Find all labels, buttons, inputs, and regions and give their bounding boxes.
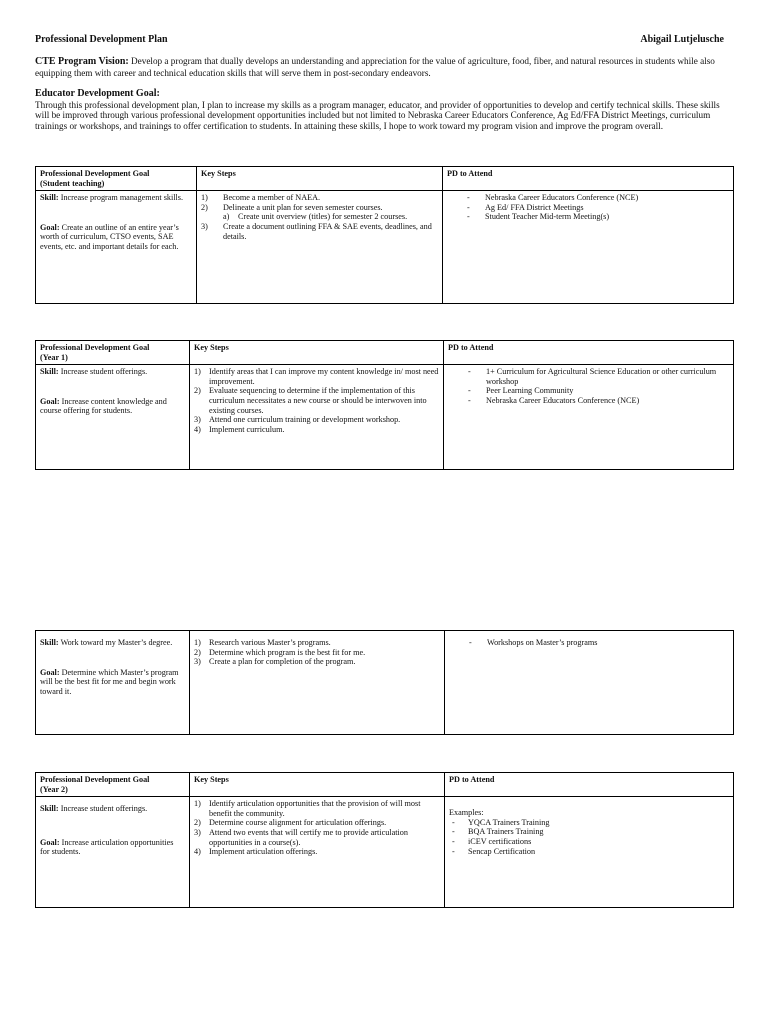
pd-table-masters <box>35 630 734 735</box>
key-steps-cell <box>190 631 445 735</box>
list-item <box>447 193 729 203</box>
pd-to-attend-cell <box>443 191 734 304</box>
program-vision <box>35 56 735 78</box>
goal-value: Increase content knowledge and course offering for students. <box>40 396 167 416</box>
goal-column-header <box>36 341 190 365</box>
step-text: Create unit overview (titles) for semester 2 courses. <box>238 212 408 222</box>
goal-column-header <box>36 167 197 191</box>
list-item <box>194 657 440 667</box>
key-steps-header: Key Steps <box>197 167 443 191</box>
goal-header-line: Professional Development Goal <box>40 775 150 784</box>
step-number: 2) <box>194 386 201 396</box>
educator-development-goal <box>35 89 735 131</box>
bullet-dash: - <box>452 817 455 827</box>
pd-table-year-2 <box>35 772 734 908</box>
list-item <box>449 638 729 648</box>
step-text: Research various Master’s programs. <box>209 638 331 647</box>
step-text: Identify articulation opportunities that the provision of will most benefit the community. <box>209 799 421 818</box>
document-author: Abigail Lutjelusche <box>640 34 724 45</box>
program-vision-text: Develop a program that dually develops an understanding and appreciation for the value of agriculture, food, fiber, and natural resources in students while also equipping them with career and technical education skills that will serve them in post-secondary endeavors. <box>35 56 715 78</box>
step-number: 4) <box>194 847 201 857</box>
goal-value: Increase articulation opportunities for students. <box>40 837 174 857</box>
bullet-dash: - <box>469 638 472 647</box>
skill-goal-cell <box>36 631 190 735</box>
goal-text <box>40 838 185 857</box>
goal-column-header <box>36 773 190 797</box>
skill-goal-cell <box>36 365 190 470</box>
goal-value: Create an outline of an entire year’s worth of curriculum, CTSO events, SAE events, etc. and important details for each. <box>40 222 179 251</box>
step-text: Determine course alignment for articulation offerings. <box>209 818 387 828</box>
step-number: 3) <box>201 221 208 231</box>
list-item <box>201 203 438 213</box>
list-item <box>201 193 438 203</box>
goal-value: Determine which Master’s program will be the best fit for me and begin work toward it. <box>40 667 179 696</box>
list-item <box>201 212 438 222</box>
pd-table-year-1 <box>35 340 734 470</box>
bullet-dash: - <box>452 846 455 856</box>
goal-label: Goal: <box>40 837 60 847</box>
key-steps-header: Key Steps <box>190 773 445 797</box>
list-item <box>194 638 440 648</box>
step-text: Become a member of NAEA. <box>223 193 321 203</box>
pd-to-attend-header: PD to Attend <box>445 773 734 797</box>
list-item <box>194 415 439 425</box>
skill-goal-cell <box>36 191 197 304</box>
step-number: 2) <box>201 202 208 212</box>
pd-item: Peer Learning Community <box>486 386 574 396</box>
pd-item: Nebraska Career Educators Conference (NCE) <box>486 395 640 405</box>
bullet-dash: - <box>467 212 470 222</box>
skill-label: Skill: <box>40 367 59 377</box>
goal-text <box>40 668 185 697</box>
list-item <box>194 367 439 386</box>
list-item <box>194 818 440 828</box>
pd-item: Workshops on Master’s programs <box>487 638 598 647</box>
skill-goal-cell <box>36 797 190 908</box>
table-row <box>36 797 734 908</box>
step-number: 1) <box>194 638 201 647</box>
pd-item: Ag Ed/ FFA District Meetings <box>485 202 584 212</box>
pd-item: Student Teacher Mid-term Meeting(s) <box>485 212 610 222</box>
bullet-dash: - <box>468 367 471 377</box>
step-text: Implement articulation offerings. <box>209 847 318 857</box>
list-item <box>447 203 729 213</box>
skill-text <box>40 367 185 377</box>
goal-label: Goal: <box>40 222 60 232</box>
step-text: Create a plan for completion of the program. <box>209 657 356 667</box>
skill-value: Increase student offerings. <box>58 804 148 814</box>
list-item <box>449 827 729 837</box>
table-row <box>36 631 734 735</box>
pd-to-attend-cell <box>445 797 734 908</box>
educator-goal-label: Educator Development Goal: <box>35 88 160 99</box>
step-text: Identify areas that I can improve my content knowledge in/ most need improvement. <box>209 367 439 386</box>
pd-table-student-teaching <box>35 166 734 304</box>
skill-text <box>40 193 192 203</box>
pd-item: 1+ Curriculum for Agricultural Science Education or other curriculum workshop <box>486 367 717 386</box>
step-number: 2) <box>194 818 201 828</box>
pd-to-attend-header: PD to Attend <box>444 341 734 365</box>
table-header-row <box>36 341 734 365</box>
list-item <box>194 648 440 658</box>
step-number: 2) <box>194 647 201 657</box>
step-text: Attend two events that will certify me to provide articulation opportunities in a course(s). <box>209 827 408 847</box>
goal-header-period: (Year 2) <box>40 784 68 794</box>
list-item <box>448 386 729 396</box>
step-number: 3) <box>194 657 201 667</box>
educator-goal-text: Through this professional development plan, I plan to increase my skills as a program manager, educator, and provider of opportunities to develop and certify technical skills. These skills will be improved through various professional development opportunities included but not limited to Nebraska Career Educators Conference, Ag Ed/FFA District Meetings, curriculum trainings or workshops, and trainings to offer certification to students. In attaining these skills, I hope to work toward my program vision and improve the program overall. <box>35 99 720 131</box>
goal-text <box>40 397 185 416</box>
step-text: Evaluate sequencing to determine if the implementation of this curriculum necessitates a new course or should be interwoven into existing courses. <box>209 386 427 415</box>
list-item <box>194 425 439 435</box>
skill-text <box>40 638 185 648</box>
goal-header-period: (Student teaching) <box>40 178 105 188</box>
pd-item: iCEV certifications <box>468 836 532 846</box>
goal-header-line: Professional Development Goal <box>40 169 150 178</box>
document-title: Professional Development Plan <box>35 34 168 45</box>
pd-to-attend-cell <box>444 365 734 470</box>
step-number: 1) <box>194 367 201 377</box>
pd-to-attend-header: PD to Attend <box>443 167 734 191</box>
table-row <box>36 365 734 470</box>
list-item <box>194 847 440 857</box>
step-number: 3) <box>194 415 201 425</box>
key-steps-header: Key Steps <box>190 341 444 365</box>
goal-label: Goal: <box>40 396 60 406</box>
step-number: a) <box>223 212 230 222</box>
pd-item: YQCA Trainers Training <box>468 817 550 827</box>
list-item <box>449 847 729 857</box>
goal-header-period: (Year 1) <box>40 352 68 362</box>
bullet-dash: - <box>452 827 455 837</box>
examples-label: Examples: <box>449 808 484 818</box>
pd-item: BQA Trainers Training <box>468 827 544 837</box>
step-text: Implement curriculum. <box>209 424 285 434</box>
skill-text <box>40 804 185 814</box>
skill-label: Skill: <box>40 804 59 814</box>
bullet-dash: - <box>452 836 455 846</box>
step-text: Attend one curriculum training or development workshop. <box>209 415 401 425</box>
list-item <box>194 799 440 818</box>
table-header-row <box>36 167 734 191</box>
pd-item: Nebraska Career Educators Conference (NCE) <box>485 193 639 203</box>
step-number: 3) <box>194 827 201 837</box>
step-number: 1) <box>201 193 208 203</box>
skill-value: Increase program management skills. <box>58 193 184 203</box>
skill-label: Skill: <box>40 193 59 203</box>
pd-to-attend-cell <box>445 631 734 735</box>
list-item <box>448 367 729 386</box>
list-item <box>449 837 729 847</box>
list-item <box>447 212 729 222</box>
list-item <box>201 222 438 241</box>
goal-header-line: Professional Development Goal <box>40 343 150 352</box>
list-item <box>448 396 729 406</box>
goal-label: Goal: <box>40 667 60 677</box>
bullet-dash: - <box>468 395 471 405</box>
program-vision-label: CTE Program Vision: <box>35 56 129 67</box>
skill-label: Skill: <box>40 638 59 647</box>
step-text: Delineate a unit plan for seven semester courses. <box>223 202 383 212</box>
list-item <box>449 818 729 828</box>
step-text: Create a document outlining FFA & SAE events, deadlines, and details. <box>223 221 432 241</box>
skill-value: Increase student offerings. <box>58 367 148 377</box>
list-item <box>194 828 440 847</box>
list-item <box>194 386 439 415</box>
step-number: 1) <box>194 799 201 809</box>
skill-value: Work toward my Master’s degree. <box>58 638 173 647</box>
pd-item: Sencap Certification <box>468 846 536 856</box>
key-steps-cell <box>190 797 445 908</box>
key-steps-cell <box>197 191 443 304</box>
step-number: 4) <box>194 424 201 434</box>
key-steps-cell <box>190 365 444 470</box>
table-header-row <box>36 773 734 797</box>
step-text: Determine which program is the best fit for me. <box>209 647 366 657</box>
table-row <box>36 191 734 304</box>
goal-text <box>40 223 192 252</box>
bullet-dash: - <box>468 386 471 396</box>
bullet-dash: - <box>467 193 470 203</box>
bullet-dash: - <box>467 202 470 212</box>
